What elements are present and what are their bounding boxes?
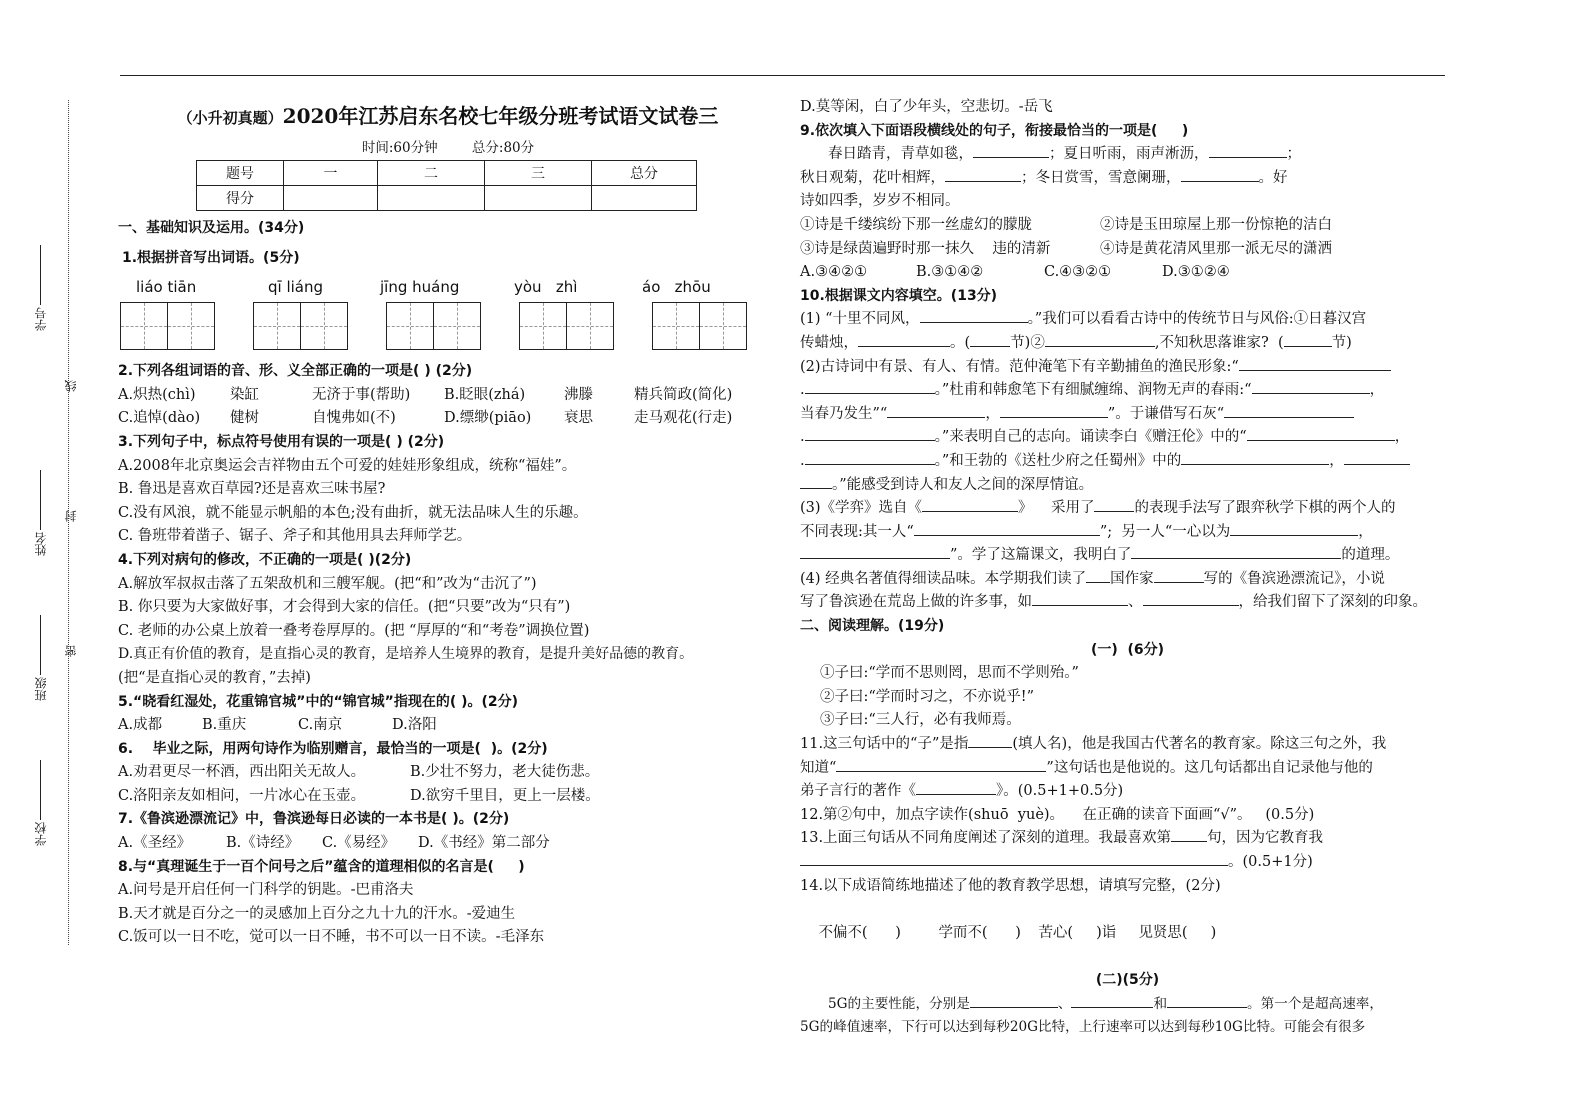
fill-blank[interactable]: [1252, 379, 1370, 394]
q7-options: [118, 832, 778, 856]
char-grid[interactable]: [120, 302, 215, 350]
option: C.南京: [298, 717, 343, 734]
fill-blank[interactable]: [916, 780, 996, 795]
option: C.④③②①: [1044, 264, 1112, 281]
q10-2-line: . 。”杜甫和韩愈笔下有细腻缠绵、润物无声的春雨:“ ，: [800, 379, 1455, 403]
fill-blank[interactable]: [1071, 993, 1153, 1008]
fill-blank[interactable]: [836, 757, 1046, 772]
q6-options-ab: [118, 761, 778, 785]
question-11-cont: 弟子言行的著作《 》。(0.5+1+0.5分): [800, 780, 1455, 804]
question-11: 11.这三句话中的“子”是指 (填人名)，他是我国古代著名的教育家。除这三句之外，我: [800, 733, 1455, 757]
fill-blank[interactable]: [973, 143, 1049, 158]
side-label-banji: 班级: [32, 615, 49, 701]
q6-options-cd: [118, 785, 778, 809]
fill-blank[interactable]: [970, 993, 1058, 1008]
option: C.追悼(dào): [118, 410, 201, 427]
fill-blank[interactable]: [1086, 568, 1110, 583]
fill-blank[interactable]: [1224, 403, 1354, 418]
side-mark-feng: 封: [64, 510, 78, 522]
option: B.重庆: [202, 717, 247, 734]
option: A.炽热(chì): [118, 386, 196, 403]
question-7: 7.《鲁滨逊漂流记》中，鲁滨逊每日必读的一本书是( )。(2分): [118, 811, 510, 828]
fill-blank[interactable]: [1284, 332, 1332, 347]
fill-blank[interactable]: [914, 521, 1100, 536]
option: A.劝君更尽一杯酒，西出阳关无故人。: [118, 764, 366, 781]
fill-blank[interactable]: [1032, 591, 1128, 606]
question-13: 13.上面三句话从不同角度阐述了深刻的道理。我最喜欢第 句，因为它教育我: [800, 827, 1455, 851]
question-1: 1.根据拼音写出词语。(5分): [122, 249, 300, 266]
header-rule: [120, 75, 1445, 76]
fill-blank[interactable]: [1131, 544, 1341, 559]
option: 见贤思( ): [1138, 924, 1217, 941]
fill-blank[interactable]: [1209, 143, 1287, 158]
score-input-cell[interactable]: [485, 186, 592, 211]
q10-3-line: ”。学了这篇课文，我明白了 的道理。: [800, 544, 1455, 568]
fill-blank[interactable]: [1167, 993, 1247, 1008]
option: ③诗是绿茵遍野时那一抹久 违的清新: [800, 240, 1051, 257]
option: 无济于事(帮助): [312, 386, 411, 403]
writing-grids: [120, 302, 778, 350]
option: B.少壮不努力，老大徒伤悲。: [410, 764, 600, 781]
q8-option-d: D.莫等闲，白了少年头，空悲切。-岳飞: [800, 99, 1053, 115]
fill-blank[interactable]: [970, 332, 1010, 347]
q9-passage-line: 秋日观菊，花叶相辉， ；冬日赏雪，雪意阑珊， 。好: [800, 167, 1455, 191]
option: C.《易经》: [322, 835, 396, 852]
question-14: 14.以下成语简练地描述了他的教育教学思想，请填写完整，(2分): [800, 877, 1221, 894]
side-label-xuexiao: 学校: [32, 760, 49, 846]
q10-2-line: 。”能感受到诗人和友人之间的深厚情谊。: [800, 474, 1455, 498]
fill-blank[interactable]: [800, 544, 950, 559]
q10-2-line: . 。”和王勃的《送杜少府之任蜀州》中的 ，: [800, 450, 1455, 474]
option: D.缥缈(piāo): [444, 410, 532, 427]
option: 学而不( ): [938, 924, 1021, 941]
left-column: [118, 96, 778, 950]
option: D.③①②④: [1162, 264, 1230, 281]
q10-4-line: (4) 经典名著值得细读品味。本学期我们读了 国作家 写的《鲁滨逊漂流记》，小说: [800, 568, 1455, 592]
question-12: 12.第②句中，加点字读作(shuō yuè)。 在正确的读音下面画“√”。 (0.5分): [800, 806, 1315, 823]
fill-blank[interactable]: [887, 403, 985, 418]
section-2-heading: 二、阅读理解。(19分): [800, 618, 945, 635]
question-2: 2.下列各组词语的音、形、义全部正确的一项是( ) (2分): [118, 363, 473, 380]
char-grid[interactable]: [652, 302, 747, 350]
score-input-cell[interactable]: [592, 186, 697, 211]
fill-blank[interactable]: [800, 851, 1228, 866]
fill-blank[interactable]: [1247, 426, 1395, 441]
binding-dotted-line: [68, 100, 69, 945]
option: 精兵简政(简化): [634, 386, 733, 403]
fill-blank[interactable]: [805, 450, 935, 465]
option: D.《书经》第二部分: [418, 835, 550, 852]
score-header-cell: 题号: [197, 161, 284, 186]
q3-option-a: A.2008年北京奥运会吉祥物由五个可爱的娃娃形象组成，统称“福娃”。: [118, 457, 577, 474]
q4-option-c: C. 老师的办公桌上放着一叠考卷厚厚的。(把 “厚厚的“和“考卷”调换位置): [118, 622, 590, 639]
char-grid[interactable]: [253, 302, 348, 350]
score-row-label: 得分: [197, 186, 284, 211]
fill-blank[interactable]: [858, 332, 950, 347]
q10-4-line: 写了鲁滨逊在荒岛上做的许多事，如 、 ，给我们留下了深刻的印象。: [800, 591, 1455, 615]
option: ①诗是千缕缤纷下那一丝虚幻的朦胧: [800, 216, 1032, 233]
q9-passage-line: 春日踏青，青草如毯， ；夏日听雨，雨声淅沥， ；: [800, 143, 1455, 167]
q10-1-line: (1) “十里不同风， 。”我们可以看看古诗中的传统节日与风俗:①日暮汉宫: [800, 308, 1455, 332]
option: C.洛阳亲友如相问，一片冰心在玉壶。: [118, 787, 366, 804]
fill-blank[interactable]: [1181, 450, 1329, 465]
question-3: 3.下列句子中，标点符号使用有误的一项是( ) (2分): [118, 433, 445, 450]
option: B.眨眼(zhá): [444, 386, 526, 403]
option: 不偏不( ): [818, 924, 901, 941]
q9-sentence-options: [800, 238, 1455, 262]
q8-option-c: C.饭可以一日不吃，觉可以一日不睡，书不可以一日不读。-毛泽东: [118, 929, 545, 946]
option: B.《诗经》: [226, 835, 300, 852]
q10-3-line: 不同表现:其一人“ ”; 另一人“一心以为 ，: [800, 521, 1455, 545]
fill-blank[interactable]: [800, 474, 832, 489]
q8-option-b: B.天才就是百分之一的灵感加上百分之九十九的汗水。-爱迪生: [118, 905, 516, 922]
option: 衰思: [564, 410, 593, 427]
option: B.③①④②: [916, 264, 984, 281]
score-header-cell: 三: [485, 161, 592, 186]
fill-blank[interactable]: [1000, 403, 1108, 418]
option: 沸滕: [564, 386, 593, 403]
q5-options: [118, 714, 778, 738]
option: 染缸: [230, 386, 259, 403]
reading-1-line: ①子曰:“学而不思则罔，思而不学则殆。”: [820, 665, 1079, 682]
reading-2-heading: (二)(5分): [1095, 971, 1160, 988]
pinyin-item: yòu zhì: [514, 278, 578, 297]
pinyin-row: [118, 278, 778, 296]
page-title: （小升初真题）2020年江苏启东名校七年级分班考试语文试卷三: [177, 104, 719, 128]
q10-2-line: . 。”来表明自己的志向。诵读李白《赠汪伦》中的“ ，: [800, 426, 1455, 450]
option: 自愧弗如(不): [312, 410, 396, 427]
fill-blank[interactable]: [1045, 332, 1155, 347]
fill-blank[interactable]: [922, 497, 1018, 512]
pinyin-item: jīng huáng: [380, 278, 460, 297]
score-table: [196, 160, 697, 211]
fill-blank[interactable]: [945, 167, 1021, 182]
exam-info: 时间:60分钟 总分:80分: [361, 140, 535, 156]
option: A.成都: [118, 717, 163, 734]
fill-blank[interactable]: [968, 733, 1012, 748]
q10-1-line: 传蜡烛， 。( 节)② ,不知秋思落谁家? ( 节): [800, 332, 1455, 356]
question-6: 6. 毕业之际，用两句诗作为临别赠言，最恰当的一项是( )。(2分): [118, 740, 548, 757]
fill-blank[interactable]: [920, 308, 1028, 323]
score-input-cell[interactable]: [284, 186, 378, 211]
q2-options-cd: [118, 407, 778, 431]
side-label-xingming: 姓名: [32, 470, 49, 556]
option: 苦心( )诣: [1038, 924, 1117, 941]
q4-option-d-note: (把“是直指心灵的教育，”去掉): [118, 669, 311, 686]
question-5: 5.“晓看红湿处，花重锦官城”中的“锦官城”指现在的( )。(2分): [118, 693, 519, 710]
fill-blank[interactable]: [1344, 450, 1410, 465]
fill-blank[interactable]: [1181, 167, 1259, 182]
option: A.③④②①: [800, 264, 868, 281]
fill-blank[interactable]: [1171, 827, 1207, 842]
reading-2-line: 5G的峰值速率，下行可以达到每秒20G比特，上行速率可以达到每秒10G比特。可能会有很多: [800, 1019, 1366, 1036]
fill-blank[interactable]: [1154, 568, 1204, 583]
question-9: 9.依次填入下面语段横线处的句子，衔接最恰当的一项是( ): [800, 122, 1189, 139]
q14-options: [800, 898, 1455, 969]
q10-3-line: (3)《学弈》选自《 》 采用了 的表现手法写了跟弈秋学下棋的两个人的: [800, 497, 1455, 521]
option: ②诗是玉田琼屋上那一份惊艳的洁白: [1100, 216, 1332, 233]
score-header-cell: 总分: [592, 161, 697, 186]
score-header-cell: 二: [378, 161, 485, 186]
q3-option-d: C. 鲁班带着凿子、锯子、斧子和其他用具去拜师学艺。: [118, 528, 472, 545]
pinyin-item: qī liáng: [268, 278, 324, 297]
char-grid[interactable]: [519, 302, 614, 350]
question-10: 10.根据课文内容填空。(13分): [800, 287, 998, 304]
side-mark-mi: 密: [64, 645, 78, 657]
side-label-xuehao: 学号: [32, 245, 49, 331]
score-header-cell: 一: [284, 161, 378, 186]
option: 健树: [230, 410, 259, 427]
side-mark-xian: 线: [64, 380, 78, 392]
question-8: 8.与“真理诞生于一百个问号之后”蕴含的道理相似的名言是( ): [118, 858, 525, 875]
q3-option-c: C.没有风浪，就不能显示帆船的本色;没有曲折，就无法品味人生的乐趣。: [118, 504, 588, 521]
question-11-cont: 知道“ ”这句话也是他说的。这几句话都出自记录他与他的: [800, 757, 1455, 781]
option: D.洛阳: [392, 717, 437, 734]
section-1-heading: 一、基础知识及运用。(34分): [118, 220, 305, 236]
option: 走马观花(行走): [634, 410, 733, 427]
fill-blank[interactable]: [1143, 591, 1239, 606]
fill-blank[interactable]: [1094, 497, 1134, 512]
option: ④诗是黄花清风里那一派无尽的潇洒: [1100, 240, 1332, 257]
q4-option-b: B. 你只要为大家做好事，才会得到大家的信任。(把“只要”改为“只有”): [118, 599, 571, 616]
score-input-cell[interactable]: [378, 186, 485, 211]
fill-blank[interactable]: [805, 379, 935, 394]
fill-blank[interactable]: [805, 426, 935, 441]
pinyin-item: liáo tiān: [136, 278, 197, 297]
q3-option-b: B. 鲁迅是喜欢百草园?还是喜欢三味书屋?: [118, 481, 386, 498]
q8-option-a: A.问号是开启任何一门科学的钥匙。-巴甫洛夫: [118, 882, 414, 899]
fill-blank[interactable]: [1230, 521, 1358, 536]
q9-passage-line: 诗如四季，岁岁不相同。: [800, 193, 960, 210]
right-column: [800, 96, 1455, 1040]
q9-options: [800, 261, 1455, 285]
option: A.《圣经》: [118, 835, 192, 852]
reading-1-line: ②子曰:“学而时习之，不亦说乎!”: [820, 688, 1035, 705]
question-4: 4.下列对病句的修改，不正确的一项是( )(2分): [118, 551, 412, 568]
q4-option-d: D.真正有价值的教育，是直指心灵的教育，是培养人生境界的教育，是提升美好品德的教育。: [118, 646, 694, 663]
reading-2-line: 5G的主要性能，分别是 、 和 。第一个是超高速率，: [800, 993, 1455, 1017]
option: D.欲穷千里目，更上一层楼。: [410, 787, 600, 804]
fill-blank[interactable]: [1239, 356, 1391, 371]
q4-option-a: A.解放军叔叔击落了五架敌机和三艘军舰。(把“和”改为“击沉了”): [118, 575, 537, 592]
char-grid[interactable]: [386, 302, 481, 350]
q10-2-line: (2)古诗词中有景、有人、有情。范仲淹笔下有辛勤捕鱼的渔民形象:“: [800, 356, 1455, 380]
q2-options-ab: [118, 384, 778, 408]
question-13-cont: 。(0.5+1分): [800, 851, 1455, 875]
q9-sentence-options: [800, 214, 1455, 238]
reading-1-line: ③子曰:“三人行，必有我师焉。: [820, 712, 1021, 729]
reading-1-heading: (一) (6分): [1090, 641, 1165, 658]
q10-2-line: 当春乃发生”“ ， ”。于谦借写石灰“: [800, 403, 1455, 427]
pinyin-item: áo zhōu: [642, 278, 711, 297]
